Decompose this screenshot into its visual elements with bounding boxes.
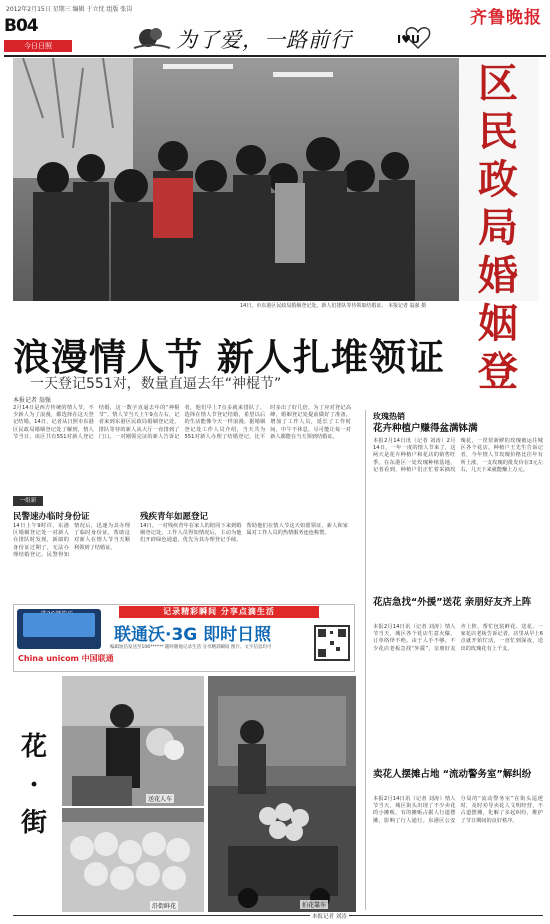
ad-top-banner: 记录精彩瞬间 分享点滴生活	[119, 606, 319, 618]
column-divider	[365, 410, 366, 910]
main-article-body: 2月14日是西方传统的情人节，不少新人为了浪漫，都选择在这天登记结婚。14日，记者从日照市东港区民政局婚姻登记处了解到，情人节当日，该区共有551对新人登记结婚，这一数字直逼去年的“神棍节”。情人节当天上午9点左右，记者来到东港区民政局婚姻登记处，排队等待的新人从大厅一直排到了门口。一对刚领完证的新人告诉记者，他们早上7点多就来排队了，选择在情人节登记结婚，希望以后的生活能像今天一样浪漫。据婚姻登记处工作人员介绍，当天共为551对新人办理了结婚登记，比平时多出了好几倍。为了应对登记高峰，婚姻登记处提前做好了准备，增加了工作人员，延长了工作时间，中午不休息，尽可能让每一对新人都能在当天领到结婚证。	[13, 405, 351, 440]
ad-brand-text: 联通沃·3G 即时日照	[114, 625, 272, 645]
photo-caption	[240, 303, 540, 310]
issue-date-line: 2012年2月15日 星期三 编辑 于立忱 组版 张岗	[6, 6, 133, 13]
unicom-logo: China unicom 中国联通	[18, 654, 114, 663]
sidebar-story2-title: 残疾青年如愿登记	[140, 512, 209, 522]
photo-caption-a: 送花人车	[148, 796, 173, 803]
right-story2-text: 本报2月14日讯（记者 刘涛）情人节当天，城区各个花店生意火爆，订单络绎不绝。由于人手不够，不少花店老板急找“外援”，亲朋好友齐上阵，帮忙包装鲜花、送花。一家花店老板告诉记者，店里从早上6点就开始忙活，一直忙到深夜，送出的玫瑰花有上千支。	[373, 624, 543, 652]
byline: 本报记者 翁强	[13, 397, 51, 404]
section-tag: 今日日照	[4, 40, 72, 52]
subheadline: 一天登记551对，数量直逼去年“神棍节”	[30, 376, 282, 392]
right-story3-title: 卖花人摆摊占地 “流动警务室”解纠纷	[373, 769, 532, 780]
sidebar-story1-text: 14日上午9时许，东港区婚姻登记处一对新人在排队时发现，新郎的身份证过期了，无法办理结婚登记。民警得知情况后，迅速为其办理了临时身份证，帮助这对新人在情人节当天顺利领到了结婚证。	[13, 523, 130, 558]
footer-rule	[13, 915, 543, 916]
phone-graphic-icon	[17, 609, 101, 649]
right-story1-text: 本报2月14日讯（记者 刘涛）2月14日，一年一度的情人节来了，这两天是花卉种植户和花店的销售旺季。在东港区一处玫瑰种植基地，记者看到，种植户们正忙着采摘玫瑰花，一筐筐新鲜的玫瑰被运往城区各个花店。种植户王先生告诉记者，今年情人节玫瑰价格比往年有所上涨，一支玫瑰的批发价在3元左右，几天下来就能赚上万元。	[373, 438, 543, 473]
ad-subtext: 编辑短信发送至106****** 随时随地记录生活 分享精彩瞬间 图片、文字信息均可	[110, 645, 272, 650]
right-story1-title: 花卉种植户赚得盆满钵满	[373, 423, 478, 434]
unicom-ad[interactable]	[13, 604, 355, 672]
header-rule	[4, 55, 546, 57]
photo-caption-text: 14日，市东港区民政局婚姻登记处，新人们排队等待领取结婚证。	[240, 303, 387, 309]
sidebar-label: 一组新	[13, 496, 43, 506]
sidebar-story2-text: 14日，一对残疾青年在家人的陪同下来到婚姻登记处。工作人员得知情况后，主动为他们开辟绿色通道，优先为其办理登记手续，帮助他们在情人节这天如愿领证，新人和家属对工作人员的热情服务连连称赞。	[140, 523, 348, 544]
banner-text: 为了爱，一路前行	[176, 28, 352, 52]
newspaper-logo: 齐鲁晚报	[470, 8, 542, 28]
photo-section-vertical-title: 花·街	[20, 732, 47, 838]
photo-flower-delivery	[62, 676, 204, 806]
photo-flowers-on-car	[208, 676, 356, 912]
right-story3-text: 本报2月14日讯（记者 刘涛）情人节当天，城区街头出现了不少卖花的小摊贩，有的摊贩占据人行道摆摊，影响了行人通行。东港区公安分局的“流动警务室”在街头巡逻时，及时劝导卖花人文明经营，不占道摆摊，化解了多起纠纷，维护了节日期间的良好秩序。	[373, 796, 543, 824]
right-story2-title: 花店急找“外援”送花 亲朋好友齐上阵	[373, 597, 532, 608]
right-section-label: 玫瑰热销	[373, 412, 405, 421]
photo-credit: 本报记者 刘涛	[312, 914, 347, 920]
page-number: B04	[4, 16, 38, 36]
photo-street-flowers	[62, 808, 204, 912]
photo-caption-credit: 本报记者 翁强 摄	[387, 303, 427, 309]
headline: 浪漫情人节 新人扎堆领证	[13, 336, 445, 379]
photo-sign-text: 区民政局婚姻登	[478, 61, 518, 395]
photo-caption-c: 拍花靠车	[302, 902, 327, 909]
sidebar-story1-title: 民警速办临时身份证	[13, 512, 90, 522]
qr-code-icon	[314, 625, 350, 661]
banner-love-text: I♥U	[397, 33, 420, 46]
phone-screen	[23, 613, 95, 637]
photo-caption-b: 沿街鲜花	[152, 903, 177, 910]
rose-decoration-icon	[134, 28, 170, 48]
